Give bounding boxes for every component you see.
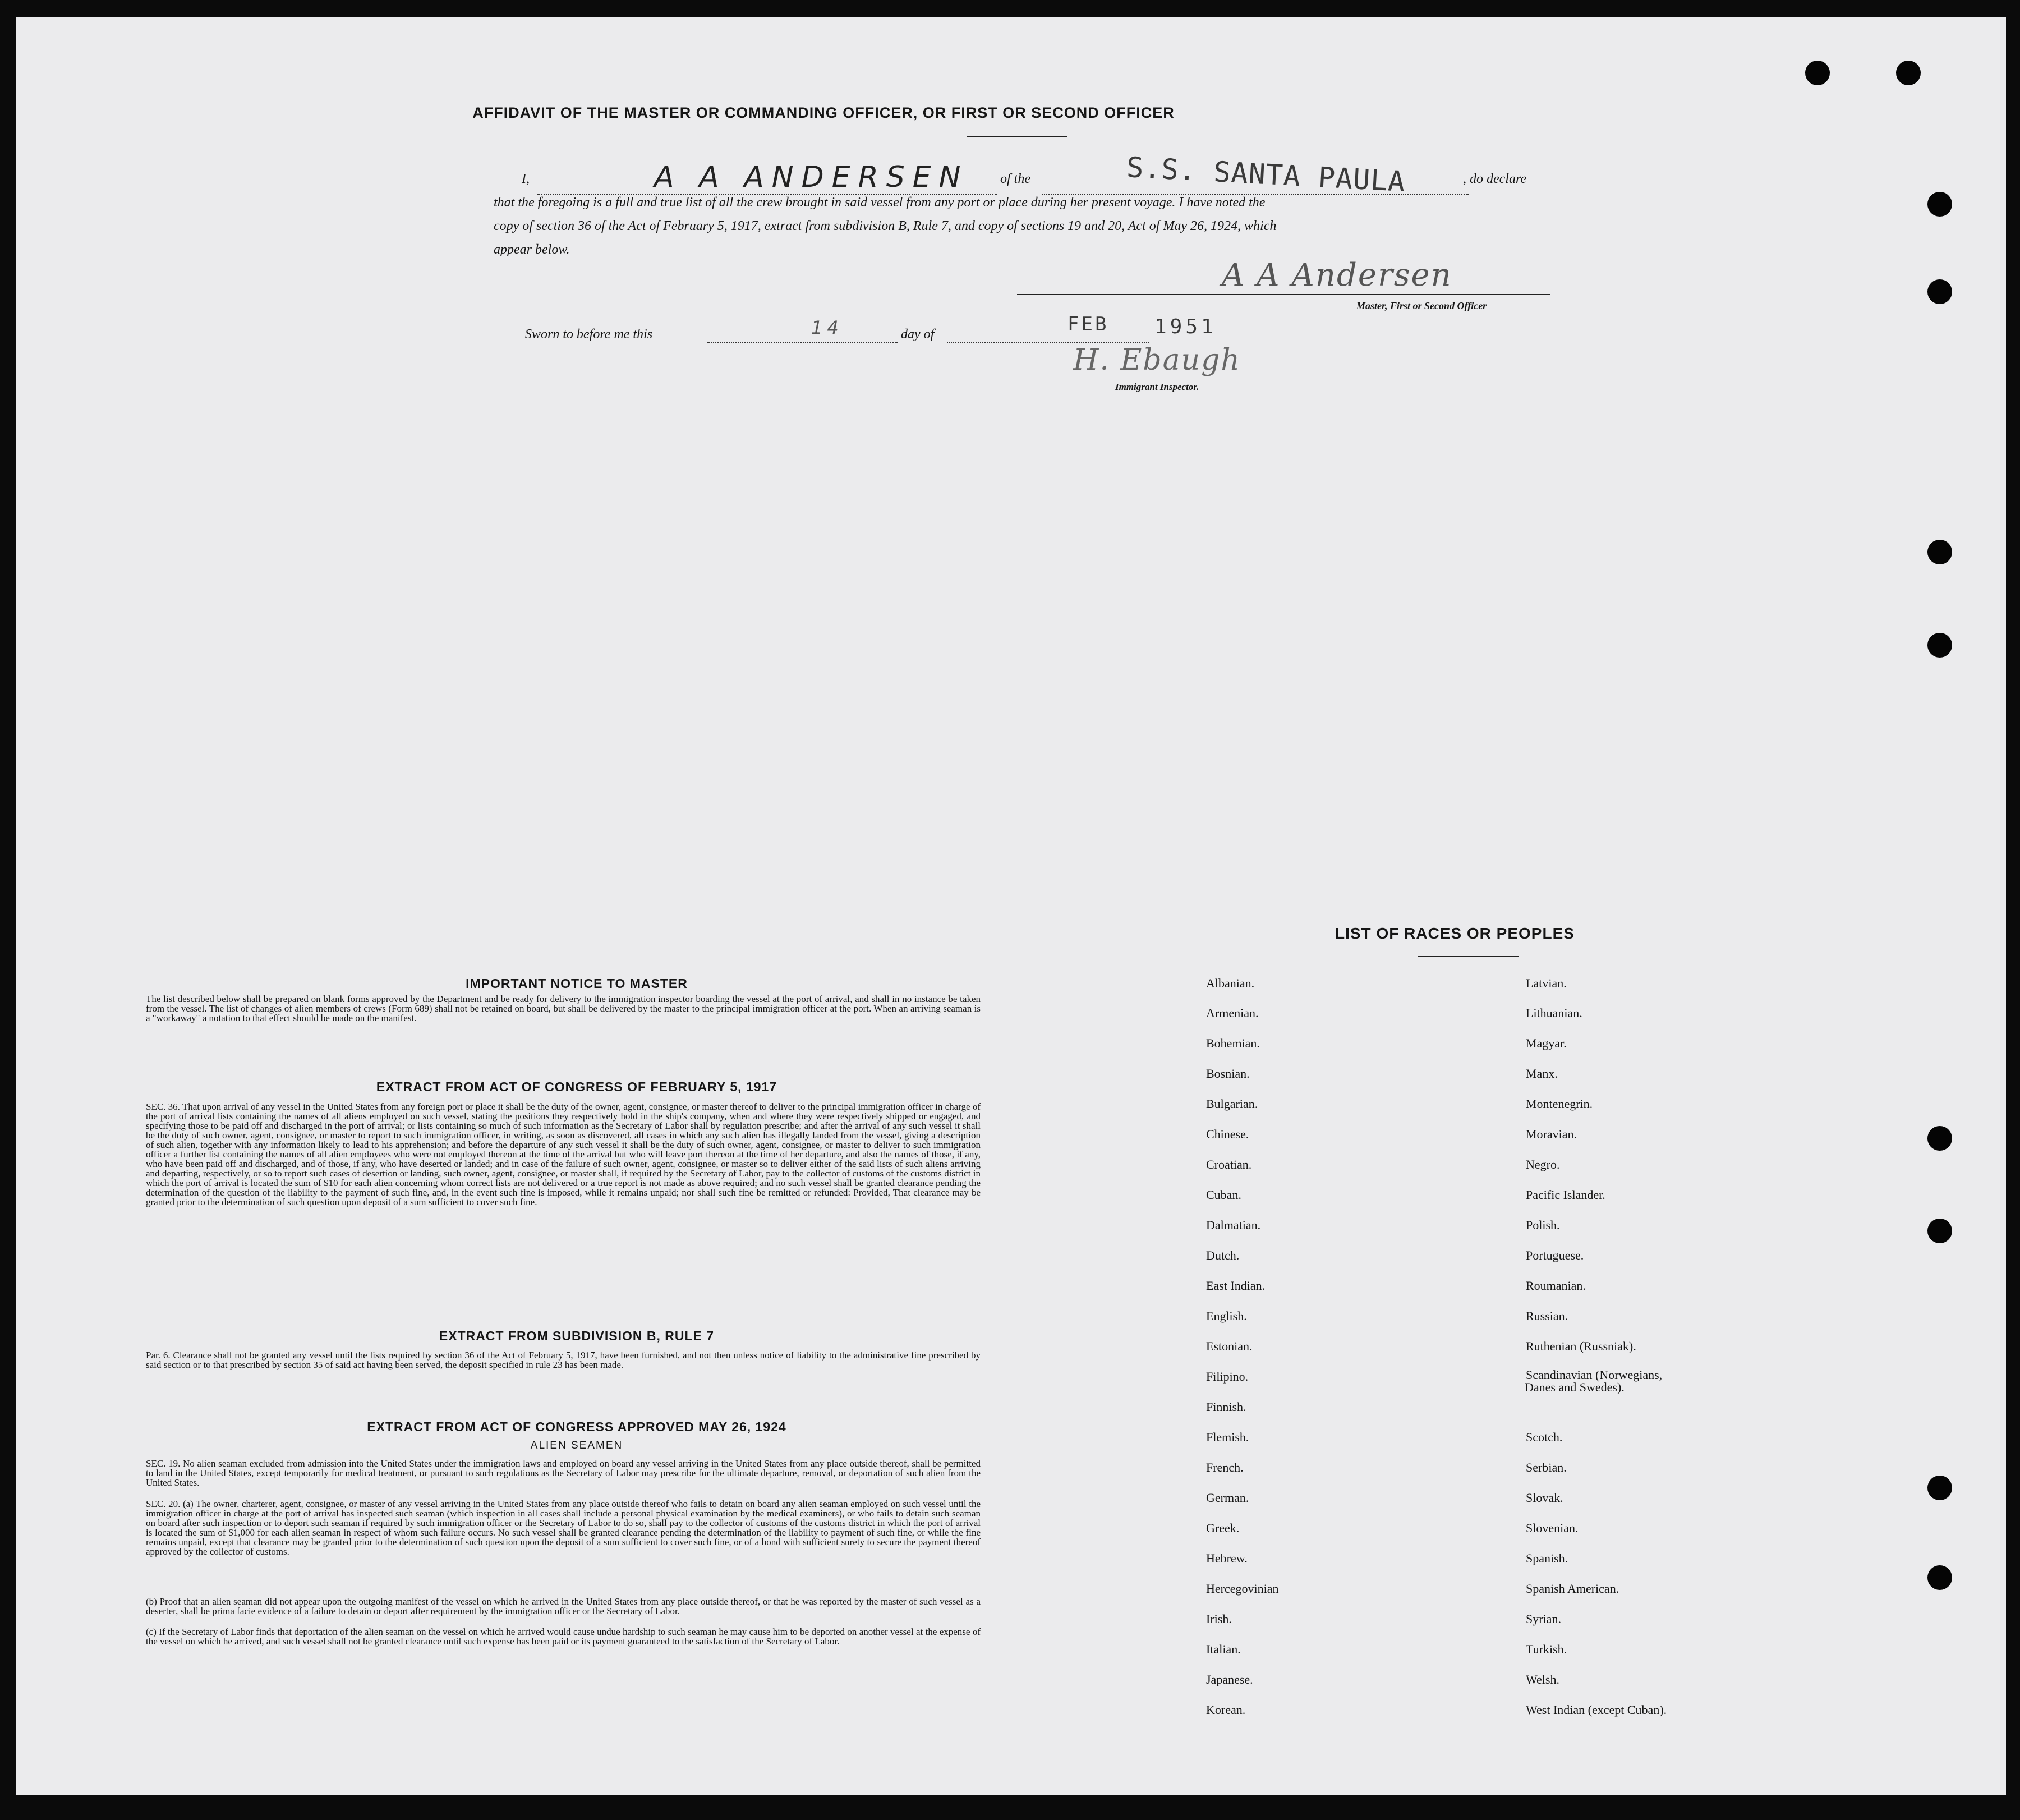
race-item: Scotch. [1526, 1430, 1563, 1444]
race-item: Croatian. [1206, 1157, 1252, 1171]
race-item: West Indian (except Cuban). [1526, 1703, 1667, 1717]
notice-body: The list described below shall be prepared on blank forms approved by the Department and be ready for delivery to the immigration inspector boarding the vessel at the port of arrival, and shall in no instance be taken from the vessel. The list of changes of alien members of crews (Form 689) shall not be retained on board, but shall be delivered by the master to the principal immigration officer at the port. When an arriving seaman is a "workaway" a notation to that effect should be made on the manifest. [146, 994, 981, 1023]
punch-hole [1927, 540, 1952, 564]
race-item: Armenian. [1206, 1006, 1259, 1020]
sworn-label: Sworn to before me this [525, 327, 653, 342]
notice-title: IMPORTANT NOTICE TO MASTER [466, 976, 688, 991]
sec19-body: SEC. 19. No alien seaman excluded from admission into the United States under the immigration laws and employed on board any vessel arriving in the United States from any place outside thereof, shall be permitted to land in the United States, except temporarily for medical treatment, or pursuant to such regulations as the Secretary of Labor may prescribe for the ultimate departure, removal, or deportation of such alien from the United States. [146, 1458, 981, 1488]
race-item: Danes and Swedes). [1525, 1380, 1625, 1394]
sec20c-body: (c) If the Secretary of Labor finds that deportation of the alien seaman on the vessel on which he arrived would cause undue hardship to such seaman he may cause him to be deported on another vessel at the expense of the vessel on which he arrived, and such vessel shall not be granted clearance until such expense has been paid or its payment guaranteed to the satisfaction of the Secretary of Labor. [146, 1626, 981, 1647]
race-item: Ruthenian (Russniak). [1526, 1339, 1636, 1353]
punch-hole [1927, 633, 1952, 658]
race-item: French. [1206, 1460, 1244, 1474]
master-caption-struck: First or Second Officer [1390, 300, 1487, 311]
race-item: Russian. [1526, 1309, 1568, 1323]
extract-1924-subtitle: ALIEN SEAMEN [530, 1440, 623, 1451]
race-item: Irish. [1206, 1612, 1232, 1626]
sec20a-body: SEC. 20. (a) The owner, charterer, agent, consignee, or master of any vessel arriving in the United States from any place outside thereof who fails to detain on board any alien seaman employed on such vessel until the immigration officer in charge at the port of arrival has inspected such seaman (which inspection in all cases shall include a personal physical examination by the medical examiners), or who fails to detain such seaman on board after such inspection or to deport such seaman if required by such immigration officer or the Secretary of Labor to do so, shall pay to the collector of customs of the customs district in which the port of arrival is located the sum of $1,000 for each alien seaman in respect of whom such failure occurs. No such vessel shall be granted clearance pending the determination of the liability to payment of such fine, or while the fine remains unpaid, except that clearance may be granted prior to the determination of such question upon the deposit of a sum sufficient to cover such fine, or of a bond with sufficient surety to secure the payment thereof approved by the collector of customs. [146, 1499, 981, 1557]
race-item: English. [1206, 1309, 1247, 1323]
race-item: Moravian. [1526, 1127, 1577, 1141]
race-item: Albanian. [1206, 976, 1255, 990]
race-item: Slovak. [1526, 1491, 1563, 1505]
master-caption-text: Master, [1356, 300, 1388, 311]
race-item: Bulgarian. [1206, 1097, 1258, 1111]
race-item: Serbian. [1526, 1460, 1567, 1474]
race-item: Syrian. [1526, 1612, 1561, 1626]
punch-hole [1927, 1219, 1952, 1243]
race-item: East Indian. [1206, 1279, 1266, 1293]
sworn-day-dotline [707, 342, 898, 343]
inspector-signature: H. Ebaugh [1073, 343, 1241, 377]
rule7-body: Par. 6. Clearance shall not be granted any vessel until the lists required by section 36 of the Act of February 5, 1917, have been furnished, and not then unless notice of liability to the administrative fine prescribed by said section or to that prescribed by section 35 of said act having been served, the deposit specified in rule 23 has been made. [146, 1350, 981, 1370]
punch-hole [1927, 279, 1952, 304]
race-item: Manx. [1526, 1067, 1558, 1081]
sworn-month: FEB [1067, 313, 1109, 335]
race-item: Filipino. [1206, 1369, 1249, 1384]
race-item: Dalmatian. [1206, 1218, 1261, 1232]
race-item: Roumanian. [1526, 1279, 1586, 1293]
race-item: Korean. [1206, 1703, 1246, 1717]
race-item: Negro. [1526, 1157, 1560, 1171]
document-page [16, 17, 2006, 1795]
race-item: Japanese. [1206, 1672, 1253, 1686]
punch-hole [1805, 61, 1830, 85]
title-divider [967, 136, 1067, 137]
do-declare-label: , do declare [1463, 172, 1527, 186]
of-the-label: of the [1000, 172, 1030, 186]
master-name: A A ANDERSEN [654, 160, 969, 194]
rule7-title: EXTRACT FROM SUBDIVISION B, RULE 7 [439, 1329, 715, 1343]
race-item: Cuban. [1206, 1188, 1241, 1202]
race-item: Pacific Islander. [1526, 1188, 1605, 1202]
race-item: Portuguese. [1526, 1248, 1584, 1262]
master-caption [1356, 300, 1487, 312]
declaration-line-3: copy of section 36 of the Act of February 5, 1917, extract from subdivision B, Rule 7, and copy of sections 19 and 20, Act of May 26, 1924, which [494, 219, 1277, 233]
declaration-line-4: appear below. [494, 242, 570, 257]
punch-hole [1927, 192, 1952, 217]
race-item: Finnish. [1206, 1400, 1246, 1414]
race-item: Dutch. [1206, 1248, 1240, 1262]
extract-1924-title: EXTRACT FROM ACT OF CONGRESS APPROVED MAY 26, 1924 [367, 1419, 786, 1434]
sec20b-body: (b) Proof that an alien seaman did not appear upon the outgoing manifest of the vessel on which he arrived in the United States from any place outside thereof, or that he was reported by the master of such vessel as a deserter, shall be prima facie evidence of a failure to detain or deport after requirement by the immigration officer or the Secretary of Labor. [146, 1596, 981, 1616]
race-item: Flemish. [1206, 1430, 1249, 1444]
race-item: Turkish. [1526, 1642, 1567, 1656]
extract-1917-body: SEC. 36. That upon arrival of any vessel in the United States from any foreign port or place it shall be the duty of the owner, agent, consignee, or master thereof to deliver to the principal immigration officer in charge of the port of arrival lists containing the names of all aliens employed on such vessel, stating the positions they respectively hold in the ship's company, when and where they were respectively shipped or engaged, and specifying those to be paid off and discharged in the port of arrival; or lists containing so much of such information as the Secretary of Labor shall by regulation prescribe; and after the arrival of any such vessel it shall be the duty of such owner, agent, consignee, or master to report to such immigration officer, in writing, as soon as discovered, all cases in which any such alien has illegally landed from the vessel, giving a description of such alien, together with any information likely to lead to his apprehension; and before the departure of any such vessel it shall be the duty of such owner, agent, consignee, or master to deliver to such immigration officer a further list containing the names of all alien employees who were not employed thereon at the time of the arrival but who will leave port thereon at the time of her departure, and also the names of those, if any, who have been paid off and discharged, and of those, if any, who have deserted or landed; and in case of the failure of such owner, agent, consignee, or master so to deliver either of the said lists of such aliens arriving and departing, respectively, or so to report such cases of desertion or landing, such owner, agent, consignee, or master shall, if required by the Secretary of Labor, pay to the collector of customs of the customs district in which the port of arrival is located the sum of $10 for each alien concerning whom correct lists are not delivered or a true report is not made as above required; and no such vessel shall be granted clearance pending the determination of the question of the liability to the payment of such fine, and, in the event such fine is imposed, while it remains unpaid; nor shall such fine be remitted or refunded: Provided, That clearance may be granted prior to the determination of such question upon deposit of a sum sufficient to cover such fine. [146, 1101, 981, 1207]
race-item: Bosnian. [1206, 1067, 1250, 1081]
race-item: Montenegrin. [1526, 1097, 1593, 1111]
races-divider [1418, 956, 1519, 957]
sworn-day: 14 [811, 317, 843, 338]
vessel-name-stamp: S.S. SANTA PAULA [1125, 151, 1406, 198]
sworn-year: 1951 [1154, 315, 1217, 338]
race-item: Greek. [1206, 1521, 1240, 1535]
race-item: Hercegovinian [1206, 1582, 1279, 1596]
race-item: Spanish American. [1526, 1582, 1619, 1596]
race-item: Hebrew. [1206, 1551, 1248, 1565]
race-item: Latvian. [1526, 976, 1567, 990]
punch-hole [1927, 1565, 1952, 1590]
affidavit-title: AFFIDAVIT OF THE MASTER OR COMMANDING OFFICER, OR FIRST OR SECOND OFFICER [472, 104, 1175, 121]
race-item: Lithuanian. [1526, 1006, 1582, 1020]
race-item: Spanish. [1526, 1551, 1568, 1565]
race-item: Italian. [1206, 1642, 1241, 1656]
race-item: German. [1206, 1491, 1249, 1505]
races-title: LIST OF RACES OR PEOPLES [1335, 925, 1575, 942]
race-item: Scandinavian (Norwegians, [1526, 1368, 1663, 1382]
race-item: Chinese. [1206, 1127, 1249, 1141]
race-item: Welsh. [1526, 1672, 1559, 1686]
extract-1917-title: EXTRACT FROM ACT OF CONGRESS OF FEBRUARY 5, 1917 [376, 1079, 777, 1094]
declaration-line-2: that the foregoing is a full and true list of all the crew brought in said vessel from any port or place during her present voyage. I have noted the [494, 195, 1266, 210]
master-signature: A A Andersen [1222, 257, 1452, 293]
punch-hole [1927, 1126, 1952, 1151]
inspector-caption: Immigrant Inspector. [1115, 382, 1199, 392]
race-item: Bohemian. [1206, 1036, 1260, 1050]
race-item: Polish. [1526, 1218, 1560, 1232]
master-signature-line [1017, 294, 1550, 295]
race-item: Magyar. [1526, 1036, 1567, 1050]
day-of-label: day of [901, 327, 935, 342]
race-item: Slovenian. [1526, 1521, 1579, 1535]
affidavit-i-label: I, [522, 172, 530, 186]
punch-hole [1896, 61, 1921, 85]
race-item: Estonian. [1206, 1339, 1253, 1353]
punch-hole [1927, 1476, 1952, 1500]
